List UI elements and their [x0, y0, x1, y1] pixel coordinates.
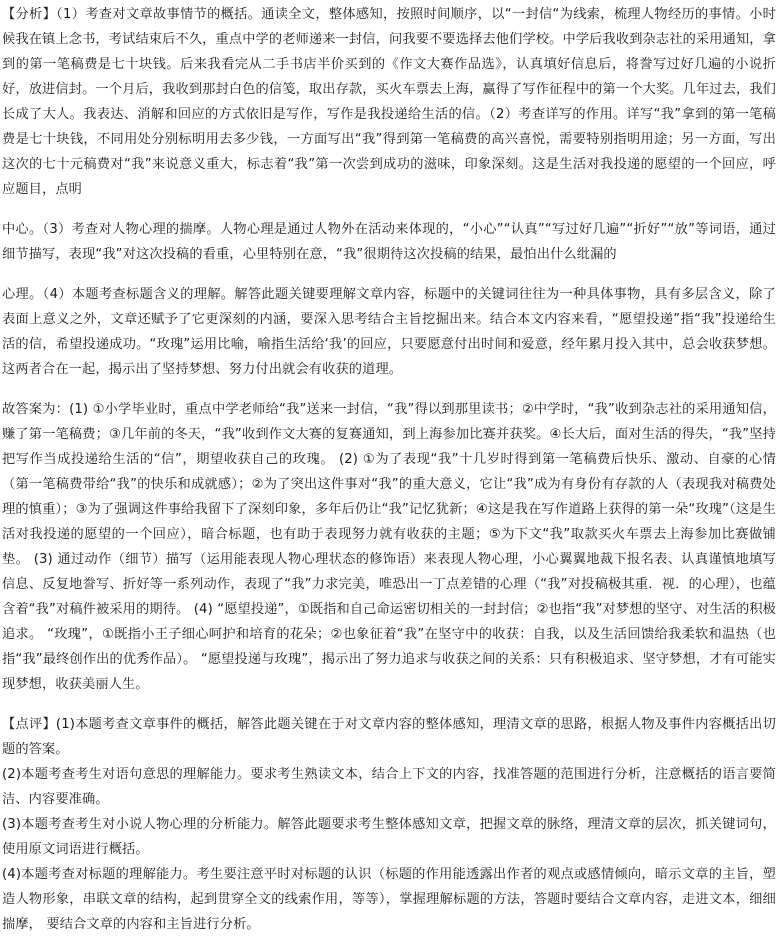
analysis-paragraph-3: 心理。（4）本题考查标题含义的理解。解答此题关键要理解文章内容，标题中的关键词往往为一种具体事物，具有多层含义，除了表面上意义之外，文章还赋予了它更深刻的内涵，要深入思考结合主旨挖掘出来。结合本文内容来看，“愿望投递”指“我”投递给生活的信，希望投递成功。“玫瑰”运用比喻，喻指生活给‘我’的回应，只要愿意付出时间和爱意，经年累月投入其中，总会收获梦想。这两者合在一起，揭示出了坚持梦想、努力付出就会有收获的道理。: [2, 287, 776, 377]
comment-item-4: (4)本题考查对标题的理解能力。考生要注意平时对标题的认识（标题的作用能透露出作者的观点或感情倾向，暗示文章的主旨，塑造人物形象，串联文章的结构，起到贯穿全文的线索作用，等等），掌握理解标题的方法，答题时要结合文章内容，走进文本，细细揣摩， 要结合文章的内容和主旨进行分析。: [2, 867, 776, 932]
answer-paragraph: 故答案为：(1) ①小学毕业时，重点中学老师给“我”送来一封信，“我”得以到那里读书；②中学时，“我”收到杂志社的采用通知信，赚了第一笔稿费；③几年前的冬天，“我”收到作文大赛的复赛通知，到上海参加比赛并获奖。④长大后，面对生活的得失，“我”坚持把写作当成投递给生活的“信”，期望收获自己的玫瑰。 (2) ①为了表现“我”十几岁时得到第一笔稿费后快乐、激动、自豪的心情（第一笔稿费带给“我”的快乐和成就感）；②为了突出这件事对“我”的重大意义，它让“我”成为有身份有存款的人（表现我对稿费处理的慎重）；③为了强调这件事给我留下了深刻印象，多年后仍让“我”记忆犹新；④这是我在写作道路上获得的第一朵“玫瑰”（这是生活对我投递的愿望的一个回应），暗合标题，也有助于表现努力就有收获的主题；⑤为下文“我”取款买火车票去上海参加比赛做铺垫。 (3) 通过动作（细节）描写（运用能表现人物心理状态的修饰语）来表现人物心理，小心翼翼地裁下报名表、认真谨慎地填写信息、反复地誊写、折好等一系列动作，表现了“我”力求完美，唯恐出一丁点差错的心理（“我”对投稿极其重．视．的心理），也蕴含着“我”对稿件被采用的期待。 (4) “愿望投递”，①既指和自己命运密切相关的一封封信；②也指“我”对梦想的坚守、对生活的积极追求。 “玫瑰”，①既指小王子细心呵护和培育的花朵；②也象征着“我”在坚守中的收获：自我，以及生活回馈给我柔软和温热（也指“我”最终创作出的优秀作品）。 “愿望投递与玫瑰”，揭示出了努力追求与收获之间的关系：只有积极追求、坚守梦想，才有可能实现梦想，收获美丽人生。: [2, 402, 776, 692]
analysis-part-1: （1）考查对文章故事情节的概括。通读全文，整体感知，按照时间顺序，以“一封信“为线索，梳理人物经历的事情。小时候我在镇上念书，考试结束后不久，重点中学的老师递来一封信，问我要不要选择去他们学校。中学后我收到杂志社的采用通知，拿到的第一笔稿费是七十块钱。后来我看完从二手书店半价买到的《作文大赛作品选》，认真填好信息后，将誊写过好几遍的小说折好，放进信封。一个月后，我收到那封白色的信笺，取出存款，买火车票去上海，赢得了写作征程中的第一个大奖。几年过去，我们长成了大人。我表达、消解和回应的方式依旧是写作，写作是我投递给生活的信。（2）考查详写的作用。详写“我”拿到的第一笔稿费是七十块钱，不同用处分别标明用去多少钱，一方面写出“我”得到第一笔稿费的高兴喜悦，需要特别指明用途；另一方面，写出这次的七十元稿费对“我”来说意义重大，标志着“我”第一次尝到成功的滋味，印象深刻。这是生活对我投递的愿望的一个回应，呼应题目，点明: [2, 7, 776, 197]
solution-document: [2, 0, 776, 937]
analysis-paragraph-2: 中心。（3）考查对人物心理的揣摩。人物心理是通过人物外在活动来体现的，“小心”“认真”“写过好几遍”“折好”“放”等词语，通过细节描写，表现“我”对这次投稿的看重，心里特别在意，“我”很期待这次投稿的结果，最怕出什么纰漏的: [2, 222, 776, 262]
comment-item-1: [2, 712, 776, 762]
comment-section: [2, 712, 776, 937]
comment-tag: 【点评】: [2, 717, 56, 732]
analysis-tag: 【分析】: [2, 7, 57, 22]
comment-item-1-text: (1)本题考查文章事件的概括，解答此题关键在于对文章内容的整体感知，理清文章的思路，根据人物及事件内容概括出切题的答案。: [2, 717, 776, 757]
comment-item-3: (3)本题考查考生对小说人物心理的分析能力。解答此题要求考生整体感知文章，把握文章的脉络，理清文章的层次，抓关键词句，使用原文词语进行概括。: [2, 817, 776, 857]
comment-item-2: (2)本题考查考生对语句意思的理解能力。要求考生熟读文本，结合上下文的内容，找准答题的范围进行分析，注意概括的语言要简洁、内容要准确。: [2, 767, 776, 807]
analysis-paragraph-1: [2, 2, 776, 202]
